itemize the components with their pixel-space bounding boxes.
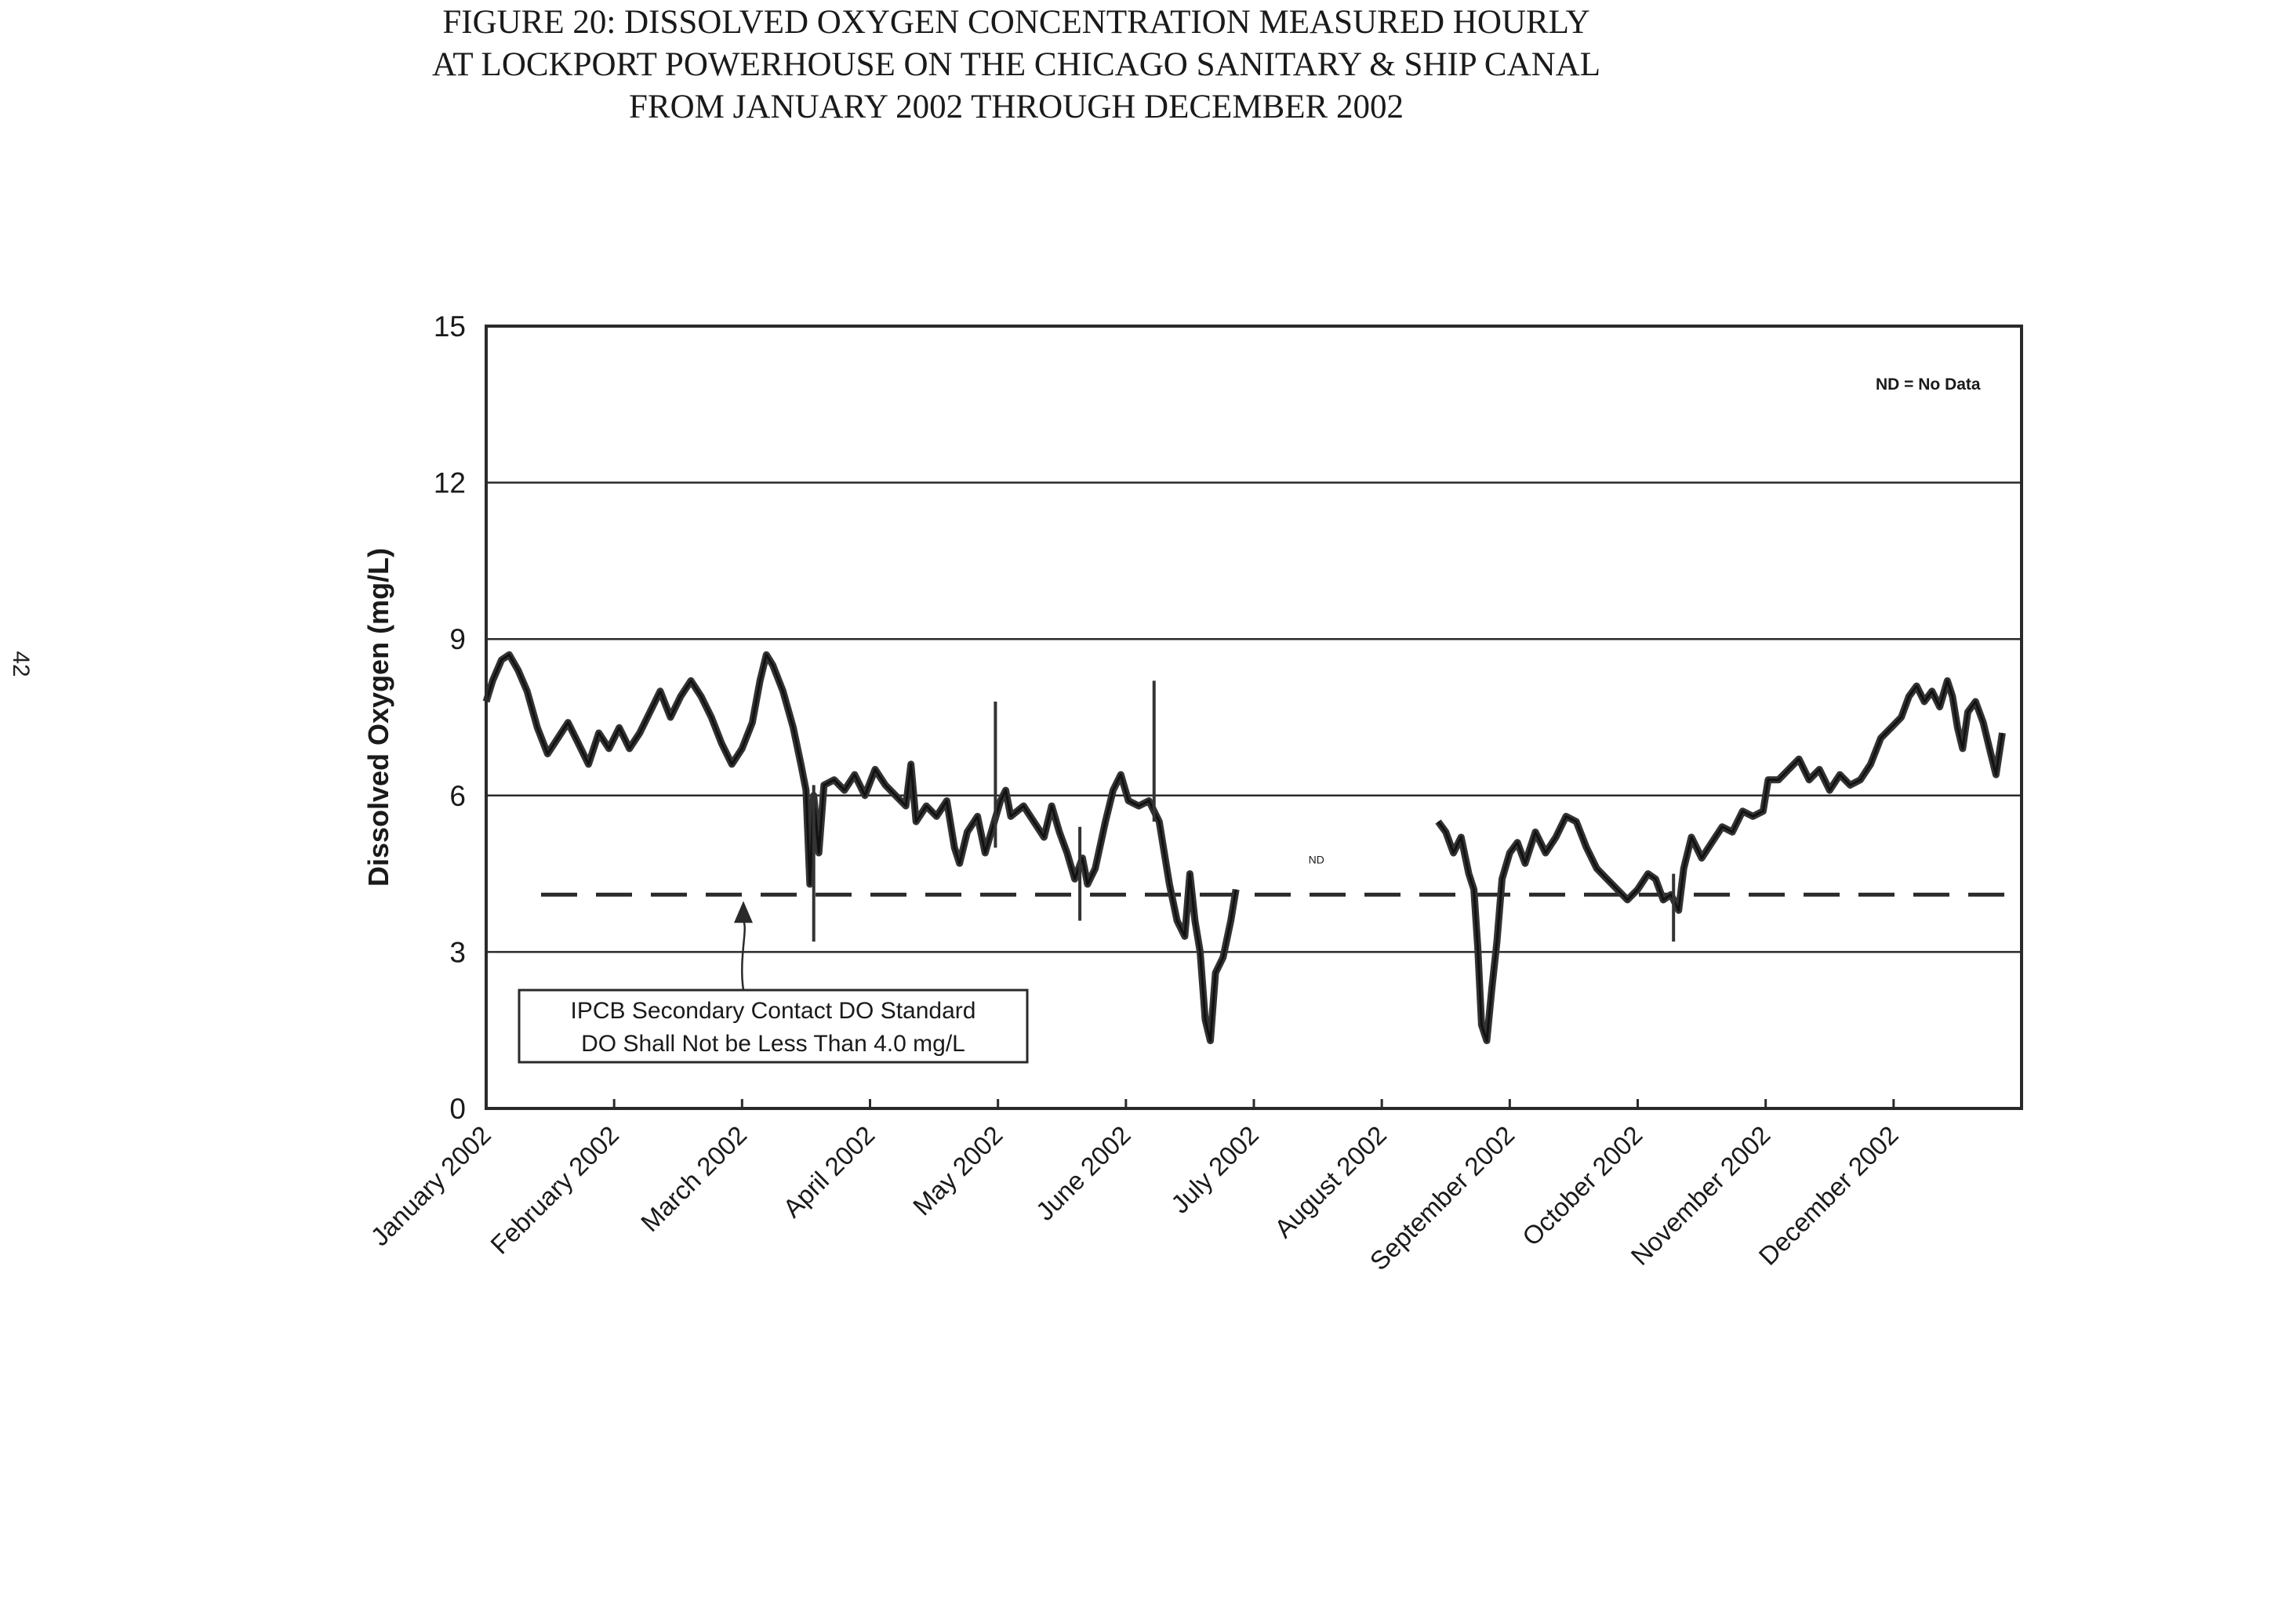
- nd-marker: ND: [1308, 853, 1324, 866]
- x-tick-label: March 2002: [634, 1119, 753, 1238]
- series-layer: [486, 655, 2003, 1040]
- do-series-2-band: [1438, 680, 2003, 1040]
- y-tick-label: 0: [449, 1093, 466, 1125]
- x-tick-label: December 2002: [1753, 1119, 1904, 1271]
- grid-layer: [486, 326, 2022, 952]
- x-tick-label: August 2002: [1268, 1119, 1393, 1243]
- do-series-1-line: [486, 655, 1236, 1040]
- nd-legend: ND = No Data: [1876, 375, 1981, 394]
- y-tick-label: 9: [449, 623, 466, 656]
- page-number: 42: [8, 651, 34, 677]
- do-series-1-band: [486, 655, 1236, 1040]
- x-tick-label: July 2002: [1164, 1119, 1264, 1219]
- y-tick-label: 3: [449, 936, 466, 969]
- x-tick-label: January 2002: [365, 1119, 496, 1252]
- y-axis-label: Dissolved Oxygen (mg/L): [362, 547, 394, 887]
- x-tick-label: November 2002: [1625, 1119, 1776, 1271]
- label-layer: [362, 310, 1981, 1275]
- x-tick-label: September 2002: [1364, 1119, 1520, 1276]
- standard-annotation-line: IPCB Secondary Contact DO Standard: [570, 998, 976, 1024]
- x-tick-label: May 2002: [906, 1119, 1008, 1221]
- x-tick-label: June 2002: [1030, 1119, 1136, 1226]
- standard-layer: [519, 894, 2022, 1062]
- x-tick-label: February 2002: [485, 1119, 625, 1260]
- y-tick-label: 12: [433, 466, 466, 499]
- x-tick-label: April 2002: [777, 1119, 881, 1224]
- standard-annotation-line: DO Shall Not be Less Than 4.0 mg/L: [581, 1031, 965, 1057]
- x-tick-label: October 2002: [1516, 1119, 1648, 1252]
- y-tick-label: 6: [449, 779, 466, 812]
- figure-title-line-3: FROM JANUARY 2002 THROUGH DECEMBER 2002: [629, 89, 1404, 125]
- standard-annotation-arrowhead: [734, 901, 753, 923]
- standard-annotation-arrow-line: [742, 921, 744, 990]
- figure-title-line-2: AT LOCKPORT POWERHOUSE ON THE CHICAGO SANITARY & SHIP CANAL: [432, 46, 1600, 83]
- y-tick-label: 15: [433, 310, 466, 343]
- figure-title-line-1: FIGURE 20: DISSOLVED OXYGEN CONCENTRATION MEASURED HOURLY: [442, 4, 1590, 41]
